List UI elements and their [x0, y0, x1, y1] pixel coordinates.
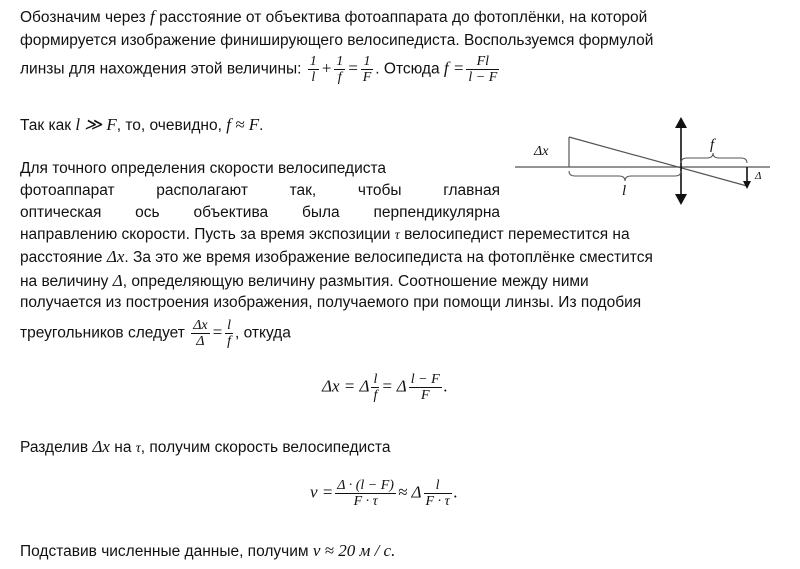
text: треугольников следует: [20, 324, 185, 342]
lens-diagram: [515, 115, 770, 210]
text: расстояние от объектива фотоаппарата до фотоплёнки, на которой: [159, 9, 648, 26]
eq1-mid: = Δ: [381, 376, 407, 396]
text: направлению скорости. Пусть за время экспозиции: [20, 226, 391, 243]
math-delta-x: Δx: [106, 247, 125, 266]
math-delta-x: Δx: [92, 437, 110, 456]
paragraph-3-line-7: получается из построения изображения, получаемого при помощи линзы. Из подобия: [20, 294, 642, 311]
paragraph-4: [20, 436, 390, 460]
label-f: f: [710, 137, 715, 153]
text: на величину: [20, 273, 109, 290]
eq2-lhs: v =: [310, 482, 334, 502]
text: . Отсюда: [375, 60, 440, 78]
text: . За это же время изображение велосипедиста на фотоплёнке сместится: [124, 249, 653, 266]
eq1-fraction-l-over-f: $\frac{l}{f}$: [373, 372, 378, 403]
brace-l: [569, 171, 681, 181]
math-tau: τ: [394, 228, 400, 243]
paragraph-3-line-3: оптическая ось объектива была перпендикулярна: [20, 204, 500, 221]
text: Обозначим через: [20, 9, 146, 26]
fraction-1-over-F: $\frac{1}{F}$: [362, 54, 372, 85]
math-l-much-greater-F: l ≫ F: [75, 115, 117, 134]
lens-top-arrow: [675, 117, 687, 128]
label-delta: Δ: [755, 170, 762, 182]
brace-f: [681, 153, 747, 163]
eq1-end: .: [443, 376, 448, 396]
eq1-fraction: $\frac{l - F}{F}$: [410, 372, 440, 403]
text: Подставив численные данные, получим: [20, 543, 309, 560]
text: Разделив: [20, 439, 89, 456]
label-l: l: [622, 183, 627, 199]
text: на: [114, 439, 132, 456]
paragraph-1-line-2: формируется изображение финиширующего велосипедиста. Воспользуемся формулой: [20, 32, 654, 49]
eq2-fraction-2: $\frac{l}{F \cdot \tau}$: [425, 478, 450, 509]
plus: +: [320, 58, 333, 78]
paragraph-1-line-1: [20, 6, 780, 29]
text: , откуда: [235, 324, 291, 342]
equals: =: [347, 58, 359, 78]
equation-1: [322, 372, 448, 403]
text: линзы для нахождения этой величины:: [20, 60, 302, 78]
text: расстояние: [20, 249, 103, 266]
eq2-fraction-1: $\frac{\Delta \cdot (l - F)}{F \cdot \tau}$: [337, 478, 394, 509]
fraction-1-over-f: $\frac{1}{f}$: [336, 54, 344, 85]
text: Так как: [20, 117, 72, 134]
math-tau: τ: [135, 441, 141, 456]
math-result: v ≈ 20 м / с.: [312, 541, 396, 560]
text: , определяющую величину размытия. Соотношение между ними: [122, 273, 589, 290]
paragraph-3-line-5: [20, 246, 780, 269]
text: велосипедист переместится на: [404, 226, 630, 243]
paragraph-2: [20, 114, 263, 137]
fraction-1-over-l: $\frac{1}{l}$: [309, 54, 317, 85]
paragraph-3-line-1: Для точного определения скорости велосипедиста: [20, 160, 387, 177]
equals: =: [211, 322, 224, 342]
label-dx: Δx: [534, 144, 549, 159]
paragraph-3-line-2: фотоаппарат располагают так, чтобы главная: [20, 182, 500, 199]
equation-2: [310, 478, 458, 509]
lens-bottom-arrow: [675, 194, 687, 205]
paragraph-3-line-8: [20, 318, 291, 349]
eq2-mid: ≈ Δ: [397, 482, 422, 502]
math-f-approx-F: f ≈ F: [226, 115, 260, 134]
text: , то, очевидно,: [116, 117, 222, 134]
fraction-l-over-f: $\frac{l}{f}$: [227, 318, 231, 349]
fraction-dx-over-delta: $\frac{\Delta x}{\Delta}$: [193, 318, 208, 349]
math-f: f: [150, 7, 155, 26]
paragraph-1-line-3: [20, 54, 780, 85]
fraction-Fl-over-l-minus-F: $\frac{Fl}{l - F}$: [468, 54, 498, 85]
eq2-end: .: [453, 482, 458, 502]
text: , получим скорость велосипедиста: [140, 439, 391, 456]
paragraph-5: [20, 540, 395, 563]
eq1-lhs: Δx = Δ: [322, 376, 370, 396]
math-f-eq: f =: [443, 58, 465, 78]
paragraph-3-line-6: [20, 270, 780, 293]
math-delta: Δ: [112, 271, 123, 290]
paragraph-3-line-4: [20, 224, 780, 247]
text: .: [259, 117, 264, 134]
ray: [569, 137, 747, 186]
